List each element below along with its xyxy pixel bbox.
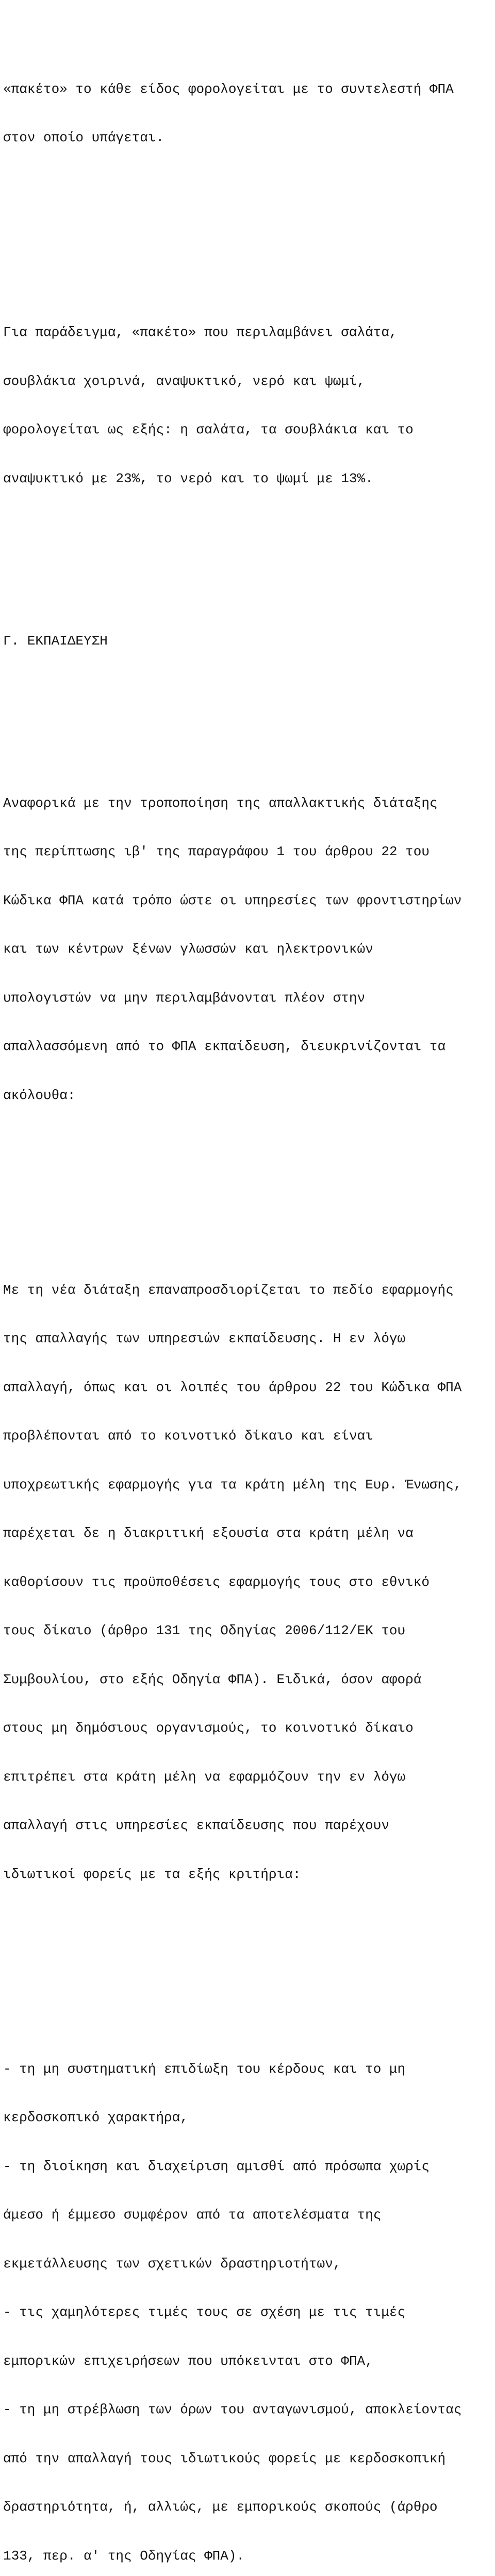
text-line: στους μη δημόσιους οργανισμούς, το κοινοτικό δίκαιο	[3, 1720, 493, 1737]
text-line: ακόλουθα:	[3, 1088, 493, 1104]
paragraph-gap	[3, 227, 493, 244]
paragraph-gap	[3, 568, 493, 585]
list-item: - τις χαμηλότερες τιμές τους σε σχέση με τις τιμές	[3, 2304, 493, 2321]
text-line: της περίπτωσης ιβ' της παραγράφου 1 του άρθρου 22 του	[3, 844, 493, 860]
list-item: άμεσο ή έμμεσο συμφέρον από τα αποτελέσματα της	[3, 2207, 493, 2224]
text-line: Με τη νέα διάταξη επαναπροσδιορίζεται το πεδίο εφαρμογής	[3, 1282, 493, 1299]
text-line: υποχρεωτικής εφαρμογής για τα κράτη μέλη της Ευρ. Ένωσης,	[3, 1477, 493, 1494]
list-item: - τη διοίκηση και διαχείριση αμισθί από πρόσωπα χωρίς	[3, 2159, 493, 2175]
text-line: προβλέπονται από το κοινοτικό δίκαιο και είναι	[3, 1428, 493, 1445]
criteria-list	[3, 2029, 493, 2576]
text-line: της απαλλαγής των υπηρεσιών εκπαίδευσης. Η εν λόγω	[3, 1331, 493, 1347]
list-item: εκμετάλλευσης των σχετικών δραστηριοτήτων,	[3, 2256, 493, 2273]
paragraph-gap	[3, 1964, 493, 1980]
text-line: σουβλάκια χοιρινά, αναψυκτικό, νερό και ψωμί,	[3, 374, 493, 390]
text-line: επιτρέπει στα κράτη μέλη να εφαρμόζουν την εν λόγω	[3, 1769, 493, 1786]
text-line: και των κέντρων ξένων γλωσσών και ηλεκτρονικών	[3, 941, 493, 958]
paragraph-gap	[3, 1185, 493, 1201]
text-line: ιδιωτικοί φορείς με τα εξής κριτήρια:	[3, 1867, 493, 1883]
text-line: τους δίκαιο (άρθρο 131 της Οδηγίας 2006/112/ΕΚ του	[3, 1623, 493, 1639]
list-item: δραστηριότητα, ή, αλλιώς, με εμπορικούς σκοπούς (άρθρο	[3, 2499, 493, 2516]
section-heading: Γ. ΕΚΠΑΙΔΕΥΣΗ	[3, 633, 493, 650]
text-line: απαλλασσόμενη από το ΦΠΑ εκπαίδευση, διευκρινίζονται τα	[3, 1039, 493, 1055]
text-line: Αναφορικά με την τροποποίηση της απαλλακτικής διάταξης	[3, 795, 493, 812]
text-line: απαλλαγή στις υπηρεσίες εκπαίδευσης που παρέχουν	[3, 1818, 493, 1834]
text-line: Κώδικα ΦΠΑ κατά τρόπο ώστε οι υπηρεσίες των φροντιστηρίων	[3, 893, 493, 909]
text-line: Συμβουλίου, στο εξής Οδηγία ΦΠΑ). Ειδικά, όσον αφορά	[3, 1672, 493, 1688]
text-line: παρέχεται δε η διακριτική εξουσία στα κράτη μέλη να	[3, 1526, 493, 1542]
paragraph-gap	[3, 698, 493, 715]
example-paragraph	[3, 292, 493, 519]
list-item: - τη μη στρέβλωση των όρων του ανταγωνισμού, αποκλείοντας	[3, 2402, 493, 2418]
paragraph-2	[3, 1250, 493, 1916]
text-line: Για παράδειγμα, «πακέτο» που περιλαμβάνει σαλάτα,	[3, 325, 493, 341]
text-line: αναψυκτικό με 23%, το νερό και το ψωμί με 13%.	[3, 471, 493, 487]
intro-paragraph	[3, 49, 493, 179]
text-line: απαλλαγή, όπως και οι λοιπές του άρθρου 22 του Κώδικα ΦΠΑ	[3, 1380, 493, 1396]
list-item: κερδοσκοπικό χαρακτήρα,	[3, 2110, 493, 2126]
text-line: «πακέτο» το κάθε είδος φορολογείται με το συντελεστή ΦΠΑ	[3, 81, 493, 98]
text-line: φορολογείται ως εξής: η σαλάτα, τα σουβλάκια και το	[3, 422, 493, 438]
document-page	[3, 0, 493, 2576]
paragraph-1	[3, 763, 493, 1137]
list-item: 133, περ. α' της Οδηγίας ΦΠΑ).	[3, 2548, 493, 2565]
list-item: από την απαλλαγή τους ιδιωτικούς φορείς με κερδοσκοπική	[3, 2451, 493, 2467]
list-item: εμπορικών επιχειρήσεων που υπόκεινται στο ΦΠΑ,	[3, 2353, 493, 2370]
list-item: - τη μη συστηματική επιδίωξη του κέρδους και το μη	[3, 2061, 493, 2078]
text-line: στον οποίο υπάγεται.	[3, 130, 493, 146]
text-line: υπολογιστών να μην περιλαμβάνονται πλέον στην	[3, 990, 493, 1007]
text-line: καθορίσουν τις προϋποθέσεις εφαρμογής τους στο εθνικό	[3, 1574, 493, 1591]
